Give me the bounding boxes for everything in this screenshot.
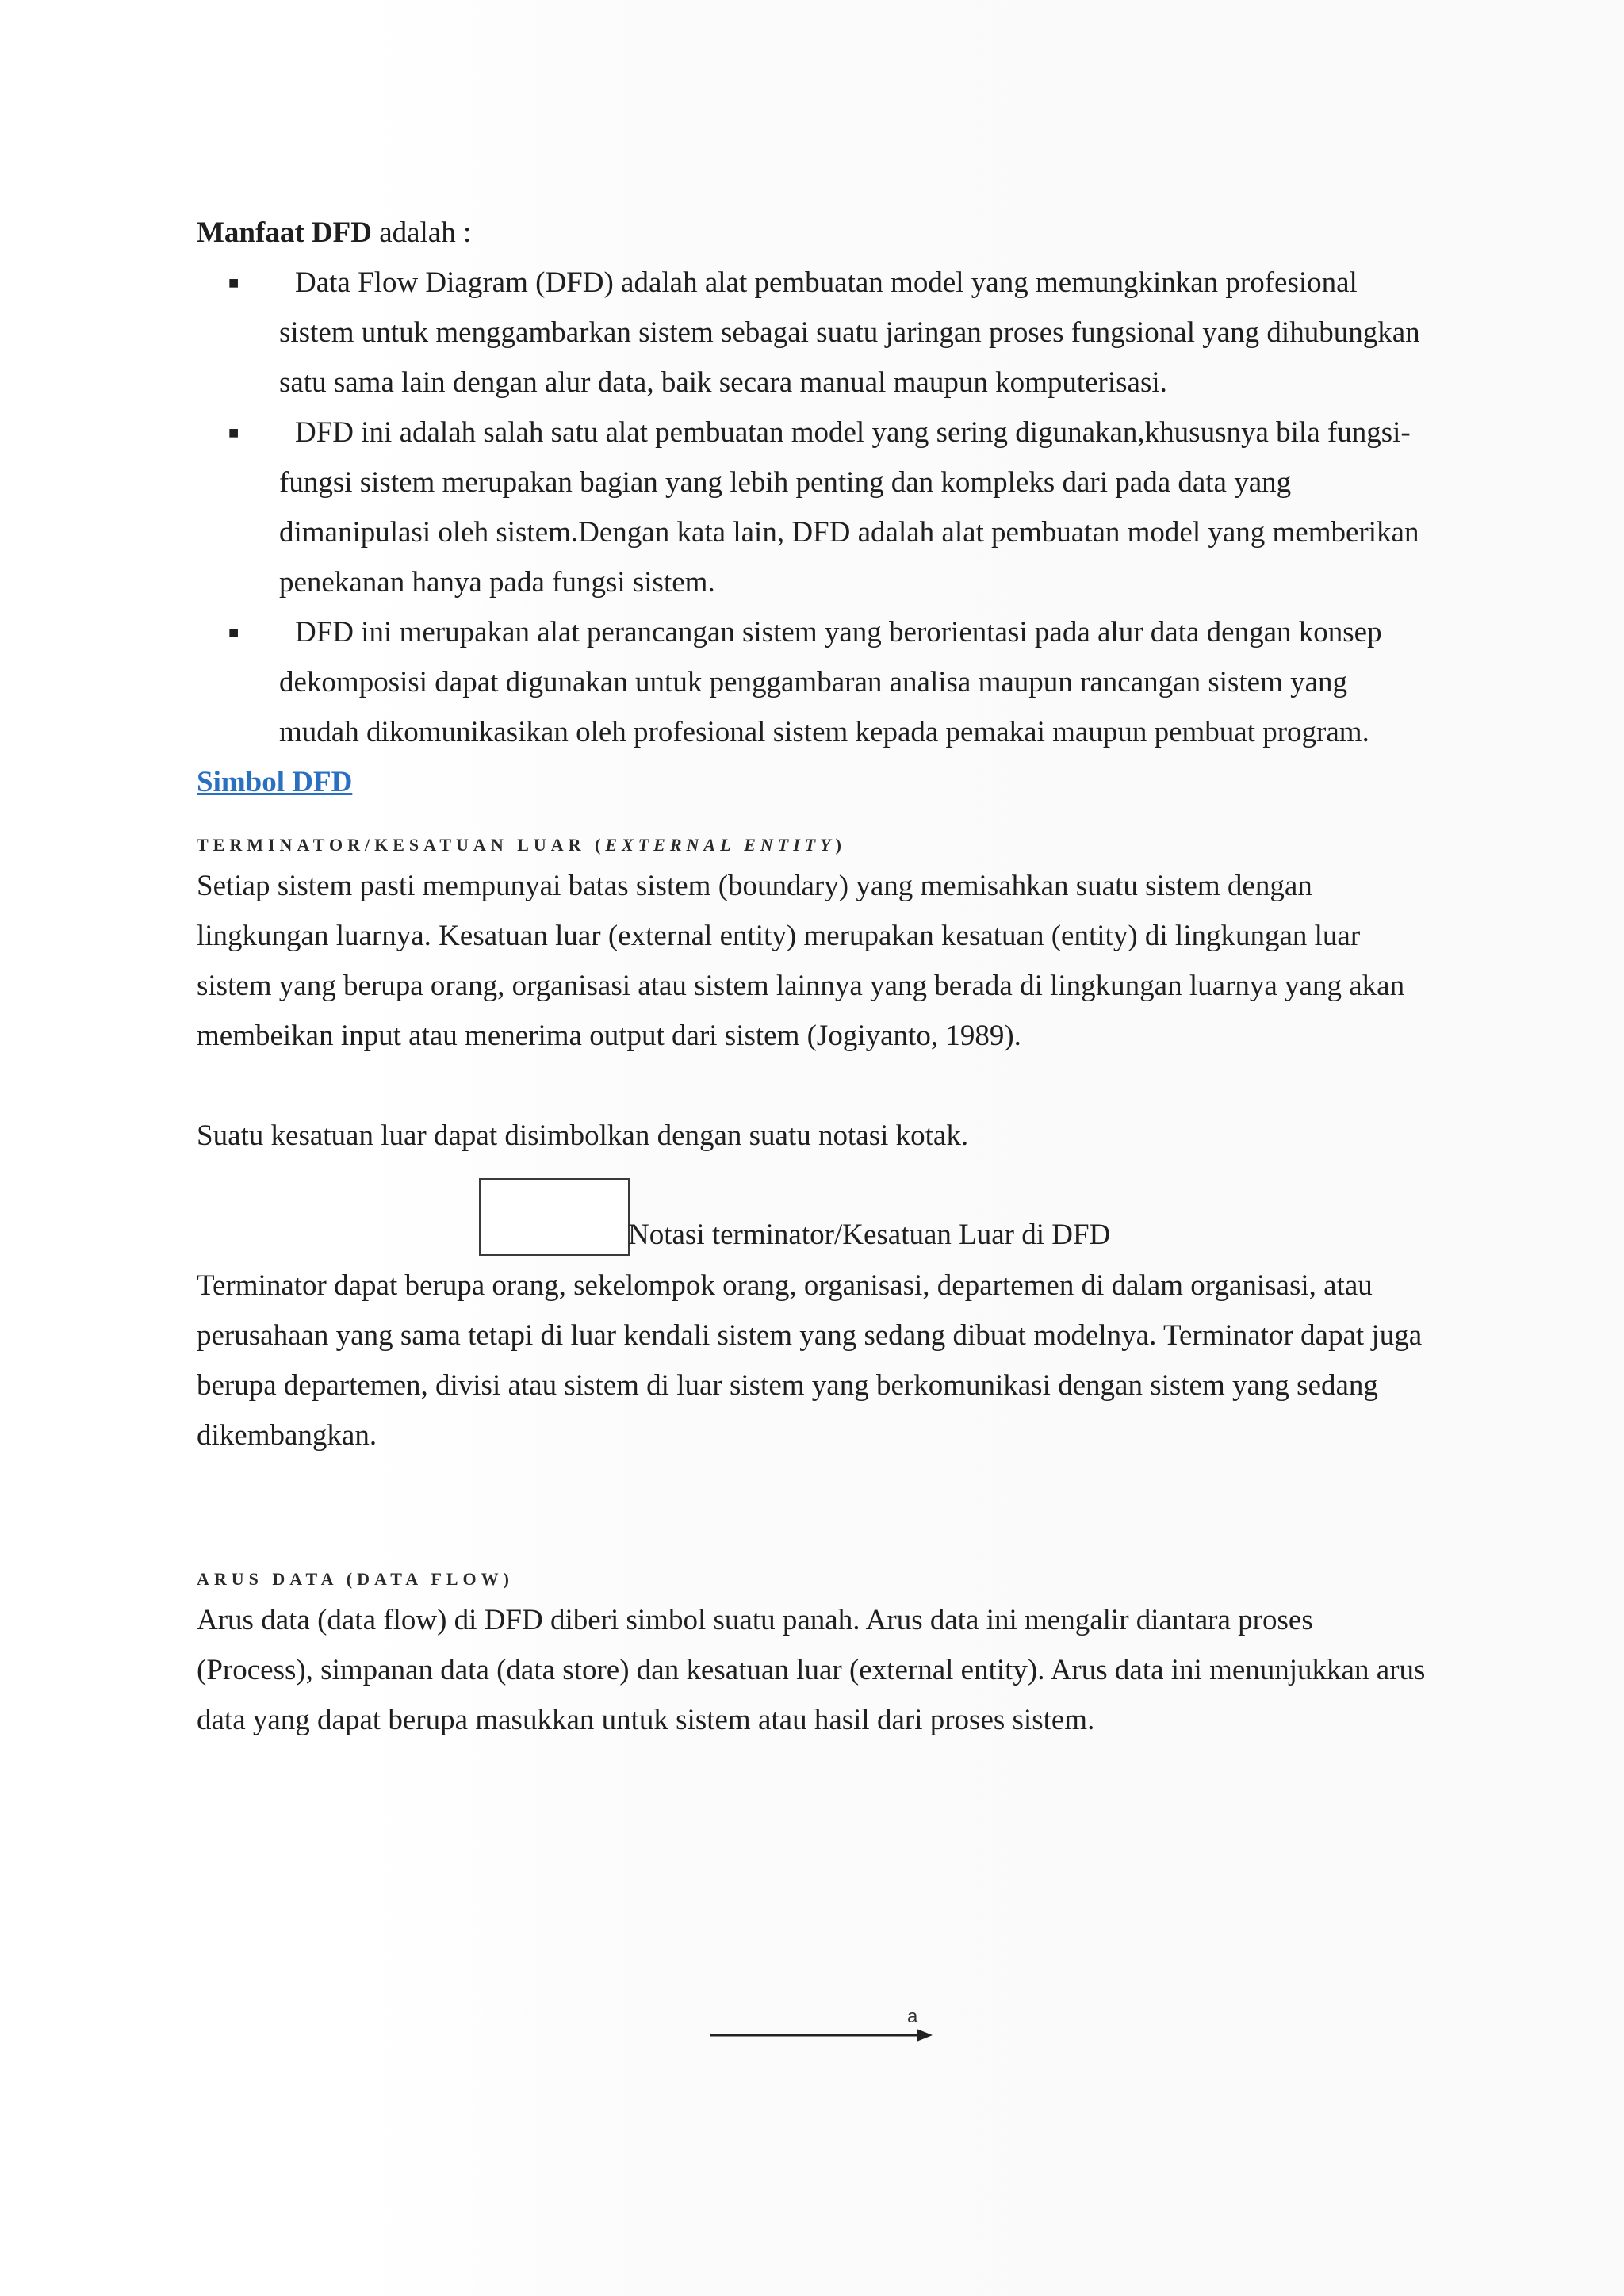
data-flow-arrow-symbol — [706, 2002, 944, 2057]
spacer — [197, 1061, 1434, 1111]
terminator-paragraph-2: Suatu kesatuan luar dapat disimbolkan dengan suatu notasi kotak. — [197, 1119, 969, 1152]
spacer — [197, 807, 1434, 829]
list-item-text: DFD ini merupakan alat perancangan sistem yang berorientasi pada alur data dengan konsep dekomposisi dapat digunakan untuk penggambaran analisa maupun rancangan sistem yang mudah dikomunikasikan oleh profesional sistem kepada pemakai maupun pembuat program. — [279, 616, 1382, 748]
simbol-dfd-link[interactable]: Simbol DFD — [197, 766, 353, 798]
list-item — [197, 408, 1434, 607]
list-item — [197, 607, 1434, 757]
list-item-text: DFD ini adalah salah satu alat pembuatan model yang sering digunakan,khususnya bila fungsi-fungsi sistem merupakan bagian yang lebih penting dan kompleks dari pada data yang dimanipulasi oleh sistem.Dengan kata lain, DFD adalah alat pembuatan model yang memberikan penekanan hanya pada fungsi sistem. — [279, 416, 1419, 599]
terminator-heading-italic: EXTERNAL ENTITY — [605, 835, 836, 855]
arrow-label: a — [907, 2006, 918, 2027]
list-item-text: Data Flow Diagram (DFD) adalah alat pembuatan model yang memungkinkan profesional sistem untuk menggambarkan sistem sebagai suatu jaringan proses fungsional yang dihubungkan satu sama lain dengan alur data, baik secara manual maupun komputerisasi. — [279, 266, 1420, 399]
square-bullet-icon: ■ — [228, 423, 239, 442]
manfaat-title-bold: Manfaat DFD — [197, 216, 372, 249]
terminator-heading-prefix: TERMINATOR/KESATUAN LUAR ( — [197, 835, 606, 855]
manfaat-title-rest: adalah : — [371, 216, 472, 249]
spacer — [197, 1460, 1434, 1563]
notation-caption: Notasi terminator/Kesatuan Luar di DFD — [628, 1219, 1111, 1251]
manfaat-list — [197, 258, 1434, 757]
list-item — [197, 258, 1434, 408]
square-bullet-icon: ■ — [228, 273, 239, 293]
simbol-dfd-link-row — [197, 757, 1434, 807]
terminator-notation — [197, 1161, 1434, 1261]
arrow-icon — [706, 2002, 944, 2057]
terminator-heading — [197, 829, 1434, 861]
square-bullet-icon: ■ — [228, 622, 239, 642]
terminator-paragraph-3: Terminator dapat berupa orang, sekelompok orang, organisasi, departemen di dalam organisasi, atau perusahaan yang sama tetapi di luar kendali sistem yang sedang dibuat modelnya. Terminator dapat juga berupa departemen, divisi atau sistem di luar sistem yang berkomunikasi dengan sistem yang sedang dikembangkan. — [197, 1269, 1423, 1452]
terminator-paragraph-1: Setiap sistem pasti mempunyai batas sistem (boundary) yang memisahkan suatu sistem dengan lingkungan luarnya. Kesatuan luar (external entity) merupakan kesatuan (entity) di lingkungan luar sistem yang berupa orang, organisasi atau sistem lainnya yang berada di lingkungan luarnya yang akan membeikan input atau menerima output dari sistem (Jogiyanto, 1989). — [197, 870, 1405, 1052]
document-body — [197, 208, 1434, 1745]
terminator-box-symbol — [479, 1178, 630, 1256]
arus-data-paragraph: Arus data (data flow) di DFD diberi simbol suatu panah. Arus data ini mengalir diantara proses (Process), simpanan data (data store) dan kesatuan luar (external entity). Arus data ini menunjukkan arus data yang dapat berupa masukkan untuk sistem atau hasil dari proses sistem. — [197, 1604, 1426, 1736]
arus-data-heading: ARUS DATA (DATA FLOW) — [197, 1569, 514, 1589]
manfaat-heading — [197, 208, 1434, 258]
terminator-heading-suffix: ) — [835, 835, 846, 855]
